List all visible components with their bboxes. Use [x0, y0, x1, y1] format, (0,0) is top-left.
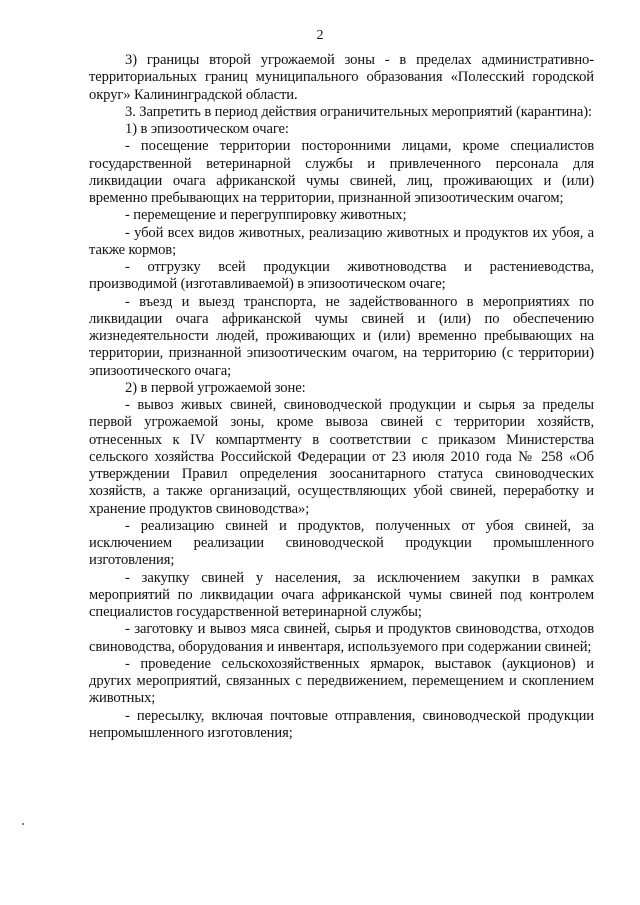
paragraph-in-focus-heading: 1) в эпизоотическом очаге: [125, 121, 289, 137]
paragraph-zone-2-borders: 3) границы второй угрожаемой зоны - в пределах административно-территориальных границ муниципального образования «Полесский городской округ» Калининградской области. [89, 52, 594, 103]
paragraph-shipment-products: - отгрузку всей продукции животноводства и растениеводства, производимой (изготавливаемой) в эпизоотическом очаге; [89, 259, 594, 293]
paragraph-transport: - въезд и выезд транспорта, не задействованного в мероприятиях по ликвидации очага африканской чумы свиней и (или) по обеспечению жизнедеятельности людей, проживающих и (или) временно пребывающих на территории, признанной эпизоотическим очагом, на территорию (с территории) эпизоотического очага; [89, 293, 594, 379]
paragraph-zone-1-heading: 2) в первой угрожаемой зоне: [125, 379, 306, 396]
document-body [89, 52, 594, 742]
scan-speck [22, 823, 24, 825]
paragraph-visit-territory: - посещение территории посторонними лицами, кроме специалистов государственной ветеринарной службы и привлеченного персонала для ликвидации очага африканской чумы свиней, лиц, проживающих и (или) временно пребывающих на территории, признанной эпизоотическим очагом; [89, 138, 594, 206]
paragraph-fairs: - проведение сельскохозяйственных ярмарок, выставок (аукционов) и других мероприятий, связанных с передвижением, перемещением и скоплением животных; [89, 655, 594, 707]
page-number: 2 [316, 28, 324, 43]
paragraph-slaughter: - убой всех видов животных, реализацию животных и продуктов их убоя, а также кормов; [89, 224, 594, 258]
paragraph-purchase-pigs: - закупку свиней у населения, за исключением закупки в рамках мероприятий по ликвидации очага африканской чумы свиней под контролем специалистов государственной ветеринарной службы; [89, 569, 594, 620]
paragraph-movement-animals: - перемещение и перегруппировку животных; [125, 207, 407, 224]
paragraph-procurement-meat: - заготовку и вывоз мяса свиней, сырья и продуктов свиноводства, отходов свиноводства, оборудования и инвентаря, используемого при содержании свиней; [89, 621, 594, 655]
paragraph-export-pigs: - вывоз живых свиней, свиноводческой продукции и сырья за пределы первой угрожаемой зоны, кроме вывоза свиней с территории хозяйств, отнесенных к IV компартменту в соответствии с приказом Министерства сельского хозяйства Российской Федерации от 23 июля 2010 года № 258 «Об утверждении Правил определения зоосанитарного статуса свиноводческих хозяйств, а также организаций, осуществляющих убой свиней, переработку и хранение продуктов свиноводства»; [89, 397, 594, 517]
paragraph-mailing: - пересылку, включая почтовые отправления, свиноводческой продукции непромышленного изготовления; [89, 707, 594, 741]
paragraph-sale-pigs: - реализацию свиней и продуктов, полученных от убоя свиней, за исключением реализации свиноводческой продукции промышленного изготовления; [89, 517, 594, 569]
paragraph-prohibit-heading: 3. Запретить в период действия ограничительных мероприятий (карантина): [125, 103, 592, 120]
